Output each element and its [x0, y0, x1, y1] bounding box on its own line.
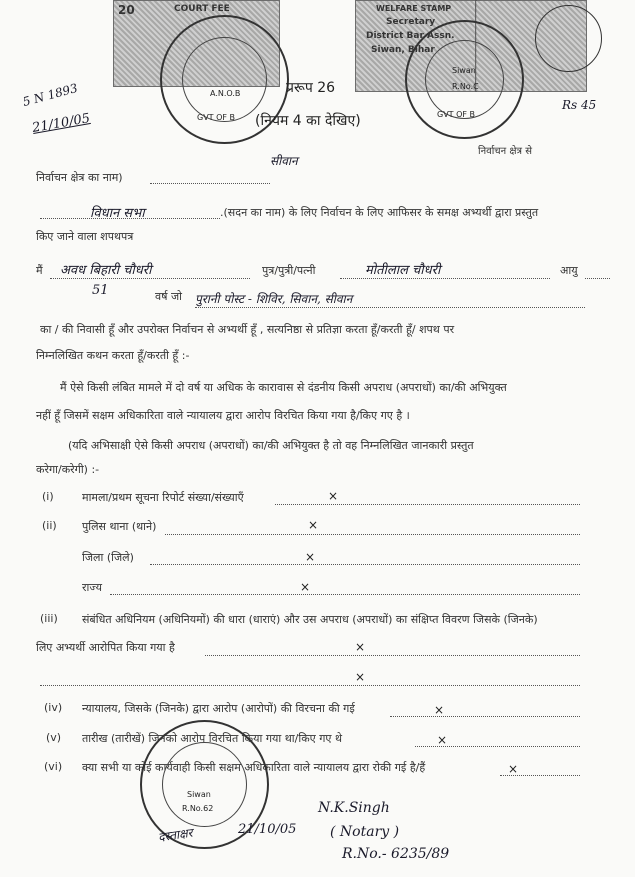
item-district-label: जिला (जिले) — [82, 551, 134, 564]
seal-text: A.N.O.B — [210, 89, 241, 98]
para1-b: नहीं हूँ जिसमें सक्षम अधिकारिता वाले न्यायालय द्वारा आरोप विरचित किया गया है/किए गए है । — [36, 409, 410, 422]
seal-text-bottom: GVT OF B — [437, 110, 476, 119]
item-district-mark: × — [305, 550, 316, 564]
statement-line: निम्नलिखित कथन करता हूँ/करती हूँ :- — [36, 349, 190, 362]
address-hw: पुरानी पोस्ट - शिविर, सिवान, सीवान — [195, 292, 353, 306]
age-label: आयु — [560, 264, 578, 277]
signature-date: 21/10/05 — [238, 822, 297, 837]
constituency-name-label: निर्वाचन क्षेत्र का नाम) — [36, 171, 123, 184]
item-2-num: (ii) — [42, 519, 57, 532]
handwritten-date: 21/10/05 — [31, 111, 92, 136]
form-title: प्ररूप 26 — [286, 80, 336, 96]
father-name: मोतीलाल चौधरी — [365, 263, 441, 278]
constituency-hw: सीवान — [270, 154, 298, 168]
item-5-mark: × — [437, 733, 448, 747]
stamp-value: 20 — [118, 3, 135, 17]
item-state-mark: × — [300, 580, 311, 594]
item-6-num: (vi) — [44, 760, 63, 773]
item-state-label: राज्य — [82, 581, 103, 594]
notary-name: N.K.Singh — [318, 800, 390, 816]
item-1-mark: × — [328, 489, 339, 503]
item-3-b: लिए अभ्यर्थी आरोपित किया गया है — [36, 641, 175, 654]
overprint-secretary: Secretary — [386, 17, 436, 27]
relation-label: पुत्र/पुत्री/पत्नी — [262, 264, 316, 277]
para2-a: (यदि अभिसाक्षी ऐसे किसी अपराध (अपराधों) का/की अभियुक्त है तो वह निम्नलिखित जानकारी प्रस्तुत — [68, 439, 474, 452]
stamp-label: COURT FEE — [174, 4, 230, 14]
seal-outline — [535, 5, 602, 72]
handwritten-ref: 5 N 1893 — [21, 80, 80, 110]
item-3-num: (iii) — [40, 612, 58, 625]
item-4-num: (iv) — [44, 701, 63, 714]
item-6-mark: × — [508, 762, 519, 776]
overprint-place: Siwan, Bihar — [371, 45, 435, 55]
resident-line: का / की निवासी हूँ और उपरोक्त निर्वाचन से अभ्यर्थी हूँ , सत्यनिष्ठा से प्रतिज्ञा करता हूँ/करती हूँ/ शपथ पर — [40, 323, 455, 336]
form-subtitle: (नियम 4 का देखिए) — [255, 113, 361, 129]
notary-title: ( Notary ) — [330, 824, 400, 840]
item-5: तारीख (तारीखें) जिनको आरोप विरचित किया गया था/किए गए थे — [82, 732, 343, 745]
notary-reg: R.No.- 6235/89 — [342, 846, 450, 862]
item-5-num: (v) — [46, 731, 62, 744]
deponent-prefix: मैं — [36, 264, 43, 277]
seal-place: Siwan — [452, 66, 476, 75]
notary-seal-right — [405, 20, 524, 139]
bottom-seal-place: Siwan — [187, 790, 211, 799]
item-2-mark: × — [308, 518, 319, 532]
bottom-seal-reg: R.No.62 — [182, 804, 214, 813]
para1-a: मैं ऐसे किसी लंबित मामले में दो वर्ष या अधिक के कारावास से दंडनीय किसी अपराध (अपराधों) का/की अभियुक्त — [60, 381, 507, 394]
overprint-association: District Bar Assn. — [366, 31, 455, 41]
item-1-num: (i) — [42, 490, 54, 503]
item-4: न्यायालय, जिसके (जिनके) द्वारा आरोप (आरोपों) की विरचना की गई — [82, 702, 355, 715]
affidavit-line: किए जाने वाला शपथपत्र — [36, 230, 134, 243]
item-3-a: संबंधित अधिनियम (अधिनियमों) की धारा (धाराएं) और उस अपराध (अपराधों) का संक्षिप्त विवरण जिसके (जिनके) — [82, 613, 538, 626]
years-label: वर्ष जो — [155, 290, 182, 303]
age-value: 51 — [92, 283, 109, 298]
deponent-signature: दस्ताक्षर — [157, 825, 194, 845]
house-name-hw: विधान सभा — [90, 206, 145, 221]
item-3-mark-1: × — [355, 640, 366, 654]
seal-reg: R.No.C — [452, 82, 479, 91]
handwritten-initials: Rs 45 — [562, 98, 597, 112]
item-6: क्या सभी या कोई कार्यवाही किसी सक्षम अधिकारिता वाले न्यायालय द्वारा रोकी गई है/हैं — [82, 761, 426, 774]
house-name-line: .(सदन का नाम) के लिए निर्वाचन के लिए आफिसर के समक्ष अभ्यर्थी द्वारा प्रस्तुत — [220, 206, 539, 219]
item-1-label: मामला/प्रथम सूचना रिपोर्ट संख्या/संख्याएँ — [82, 491, 244, 504]
item-2-label: पुलिस थाना (थाने) — [82, 520, 157, 533]
deponent-name: अवध बिहारी चौधरी — [60, 263, 152, 278]
para2-b: करेगा/करेगी) :- — [36, 463, 100, 476]
welfare-label: WELFARE STAMP — [376, 4, 452, 13]
seal-text-bottom: GVT OF B — [197, 113, 236, 122]
item-3-mark-2: × — [355, 670, 366, 684]
constituency-suffix: निर्वाचन क्षेत्र से — [478, 146, 532, 157]
item-4-mark: × — [434, 703, 445, 717]
